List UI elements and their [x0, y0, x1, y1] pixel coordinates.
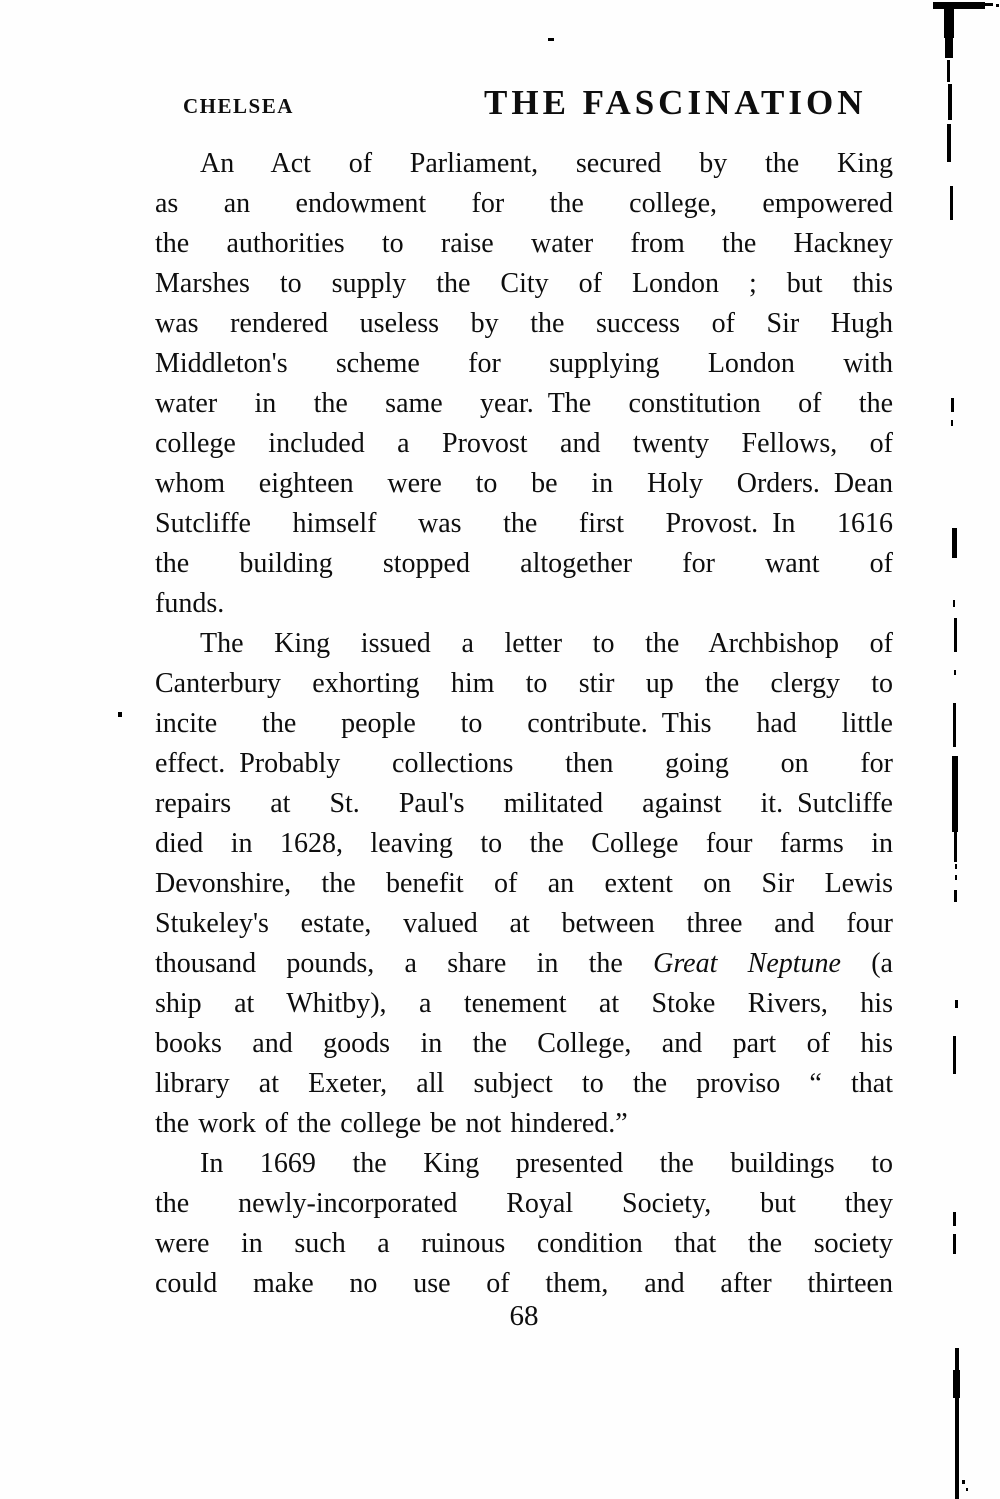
- scan-artifact: [952, 528, 957, 558]
- paragraph-3: [155, 1144, 893, 1304]
- scan-artifact: [954, 832, 957, 862]
- text-segment: (a: [840, 948, 893, 979]
- text-line: Canterbury exhorting him to stir up the clergy to: [155, 668, 893, 699]
- scan-artifact: [953, 1212, 956, 1226]
- text-line: the work of the college be not hindered.”: [155, 1108, 628, 1139]
- text-line: Stukeley's estate, valued at between three and four: [155, 908, 893, 939]
- text-segment: thousand pounds, a share in the: [155, 948, 654, 979]
- scan-artifact: [953, 1370, 960, 1398]
- scan-artifact: [955, 864, 957, 869]
- text-line: the authorities to raise water from the Hackney: [155, 228, 893, 259]
- scan-artifact: [952, 756, 958, 832]
- running-header-title: THE FASCINATION: [484, 83, 867, 122]
- scan-artifact: [954, 890, 957, 902]
- text-line: could make no use of them, and after thirteen: [155, 1268, 893, 1299]
- scan-artifact: [951, 420, 953, 426]
- scan-artifact: [953, 600, 955, 607]
- paragraph-2: [155, 624, 893, 1144]
- text-line: ship at Whitby), a tenement at Stoke Rivers, his: [155, 988, 893, 1019]
- text-line: as an endowment for the college, empowered: [155, 188, 893, 219]
- scan-artifact: [948, 84, 952, 120]
- scan-artifact: [945, 36, 953, 58]
- text-line: incite the people to contribute. This had little: [155, 708, 893, 739]
- scan-artifact: [951, 398, 954, 412]
- text-line: was rendered useless by the success of Sir Hugh: [155, 308, 893, 339]
- scan-artifact: [944, 4, 954, 38]
- text-line: Devonshire, the benefit of an extent on Sir Lewis: [155, 868, 893, 899]
- text-line: library at Exeter, all subject to the proviso “ that: [155, 1068, 893, 1099]
- scan-artifact: [947, 60, 950, 82]
- scan-artifact: [954, 670, 956, 675]
- text-line: were in such a ruinous condition that the society: [155, 1228, 893, 1259]
- scan-artifact: [962, 1480, 965, 1484]
- scan-artifact: [966, 1488, 968, 1491]
- scan-artifact: [955, 875, 957, 880]
- text-line: Middleton's scheme for supplying London with: [155, 348, 893, 379]
- scan-artifact: [955, 1348, 959, 1499]
- text-line: the building stopped altogether for want of: [155, 548, 893, 579]
- scan-artifact: [954, 618, 957, 652]
- scan-speck: [548, 38, 554, 41]
- text-line: The King issued a letter to the Archbishop of: [200, 628, 893, 659]
- text-line: In 1669 the King presented the buildings to: [200, 1148, 893, 1179]
- scan-artifact: [953, 1036, 956, 1074]
- scan-artifact: [953, 703, 956, 747]
- scan-artifact: [985, 3, 993, 6]
- paragraph-1: [155, 144, 893, 624]
- text-line: the newly-incorporated Royal Society, but they: [155, 1188, 893, 1219]
- scan-artifact: [933, 2, 985, 9]
- text-line: books and goods in the College, and part of his: [155, 1028, 893, 1059]
- text-line: An Act of Parliament, secured by the King: [200, 148, 893, 179]
- scan-artifact: [955, 1000, 958, 1008]
- running-header-chapter: CHELSEA: [183, 94, 294, 118]
- body-text: [155, 144, 893, 1304]
- scan-artifact: [953, 1234, 956, 1254]
- text-line: died in 1628, leaving to the College four farms in: [155, 828, 893, 859]
- text-line: Sutcliffe himself was the first Provost. In 1616: [155, 508, 893, 539]
- text-line: college included a Provost and twenty Fellows, of: [155, 428, 893, 459]
- text-line: effect. Probably collections then going on for: [155, 748, 893, 779]
- text-line: Marshes to supply the City of London ; but this: [155, 268, 893, 299]
- text-line: whom eighteen were to be in Holy Orders. Dean: [155, 468, 893, 499]
- text-line: repairs at St. Paul's militated against it. Sutcliffe: [155, 788, 893, 819]
- scan-artifact: [950, 186, 953, 220]
- text-line-with-italic: [155, 944, 893, 984]
- ship-name-italic: Great Neptune: [653, 948, 841, 979]
- scan-artifact: [947, 124, 951, 162]
- page-number: 68: [509, 1300, 539, 1332]
- text-line: funds.: [155, 588, 225, 619]
- scan-speck: [118, 712, 122, 717]
- text-line: water in the same year. The constitution of the: [155, 388, 893, 419]
- scan-artifact: [996, 4, 999, 7]
